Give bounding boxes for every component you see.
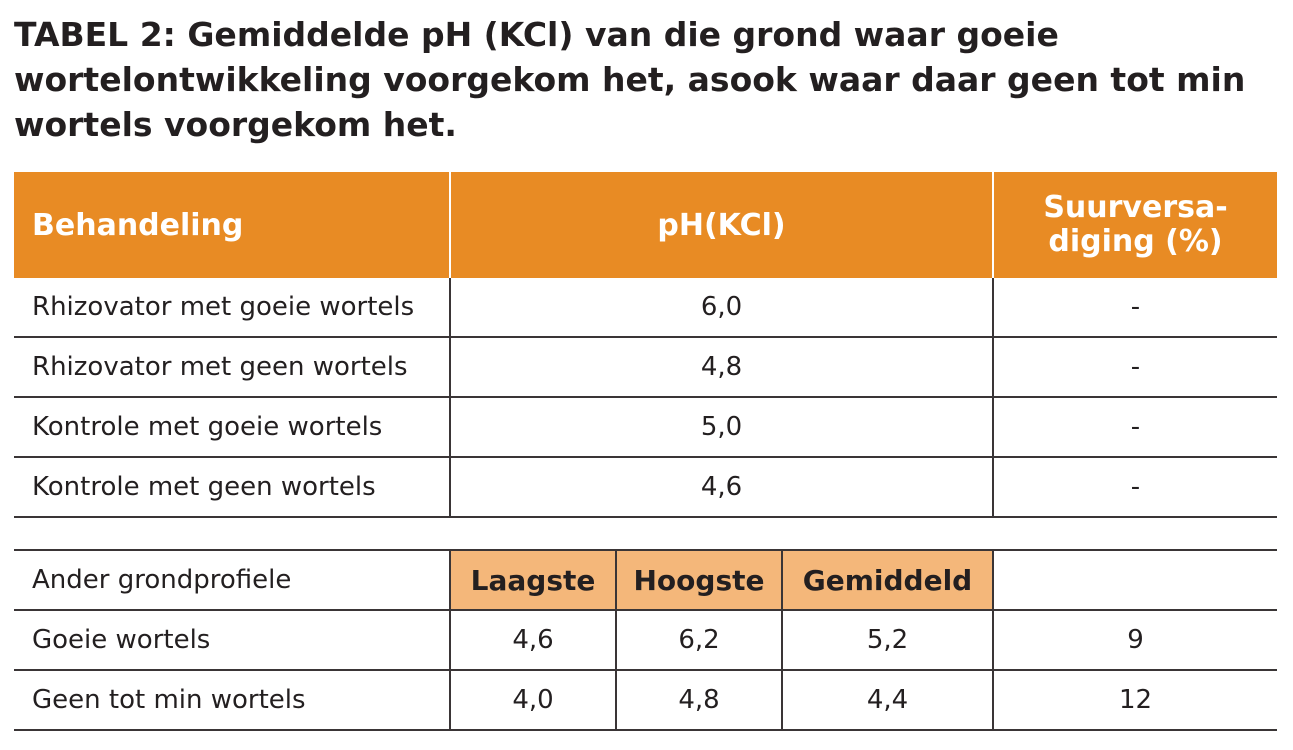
cell-behandeling: Rhizovator met goeie wortels	[14, 278, 450, 337]
table-header-row	[14, 172, 1277, 278]
table-title	[14, 12, 1284, 147]
cell-ph: 6,0	[450, 278, 993, 337]
cell-profile-label: Goeie wortels	[14, 610, 450, 670]
cell-laagste: 4,0	[450, 670, 616, 730]
header-suurversadiging-line-1: Suurversa-	[1043, 190, 1228, 225]
header-gemiddeld: Gemiddeld	[782, 550, 993, 610]
cell-behandeling: Kontrole met geen wortels	[14, 457, 450, 517]
cell-ph: 5,0	[450, 397, 993, 457]
cell-hoogste: 6,2	[616, 610, 782, 670]
table-row	[14, 457, 1277, 517]
header-ph-kcl: pH(KCl)	[450, 172, 993, 278]
header-hoogste: Hoogste	[616, 550, 782, 610]
cell-suurversadiging: 9	[993, 610, 1277, 670]
cell-ph: 4,8	[450, 337, 993, 397]
header-laagste: Laagste	[450, 550, 616, 610]
title-line-1: TABEL 2: Gemiddelde pH (KCl) van die grond waar goeie	[14, 15, 1059, 54]
cell-behandeling: Kontrole met goeie wortels	[14, 397, 450, 457]
header-ander-grondprofiele: Ander grondprofiele	[14, 550, 450, 610]
header-empty	[993, 550, 1277, 610]
table-header-row	[14, 550, 1277, 610]
title-line-2: wortelontwikkeling voorgekom het, asook waar daar geen tot min	[14, 60, 1246, 99]
cell-gemiddeld: 4,4	[782, 670, 993, 730]
cell-ph: 4,6	[450, 457, 993, 517]
cell-suurversadiging: -	[993, 278, 1277, 337]
cell-suurversadiging: -	[993, 337, 1277, 397]
cell-suurversadiging: 12	[993, 670, 1277, 730]
cell-laagste: 4,6	[450, 610, 616, 670]
other-profiles-table	[14, 549, 1277, 731]
table-row	[14, 670, 1277, 730]
header-suurversadiging-line-2: diging (%)	[1048, 224, 1223, 259]
cell-suurversadiging: -	[993, 397, 1277, 457]
title-line-3: wortels voorgekom het.	[14, 105, 457, 144]
cell-profile-label: Geen tot min wortels	[14, 670, 450, 730]
ph-treatment-table	[14, 172, 1277, 518]
cell-behandeling: Rhizovator met geen wortels	[14, 337, 450, 397]
cell-hoogste: 4,8	[616, 670, 782, 730]
header-behandeling: Behandeling	[14, 172, 450, 278]
cell-gemiddeld: 5,2	[782, 610, 993, 670]
table-row	[14, 397, 1277, 457]
header-suurversadiging	[993, 172, 1277, 278]
table-row	[14, 278, 1277, 337]
table-row	[14, 610, 1277, 670]
cell-suurversadiging: -	[993, 457, 1277, 517]
table-row	[14, 337, 1277, 397]
